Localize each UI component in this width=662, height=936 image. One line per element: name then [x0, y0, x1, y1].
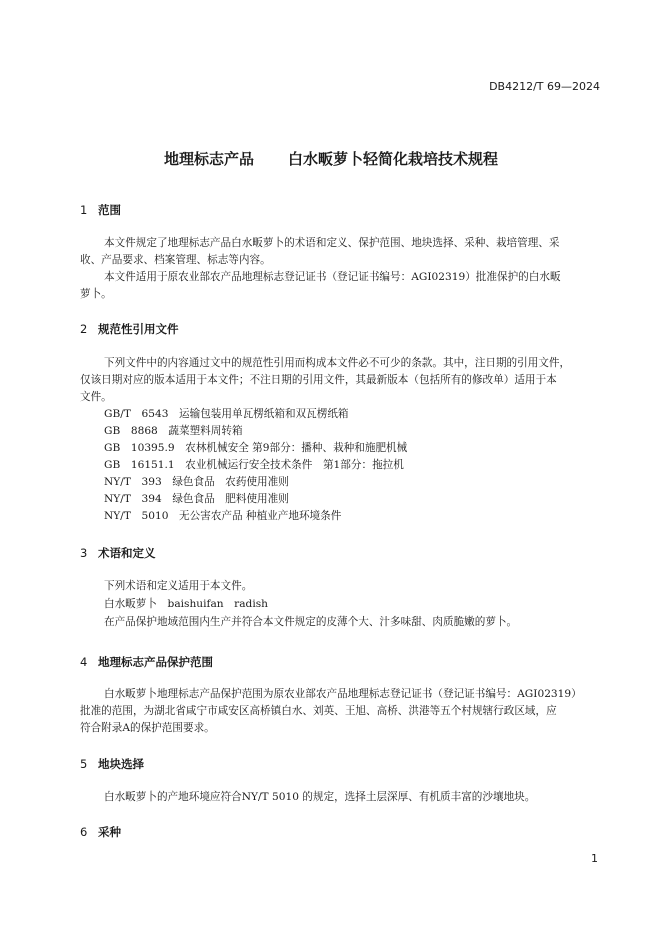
paragraph-line: 文件。: [80, 391, 112, 403]
paragraph-line: 下列文件中的内容通过文中的规范性引用而构成本文件必不可少的条款。其中，注日期的引用文件，: [104, 357, 571, 369]
reference-item: NY/T 5010 无公害农产品 种植业产地环境条件: [104, 510, 342, 522]
paragraph-line: 白水畈萝卜的产地环境应符合NY/T 5010 的规定，选择土层深厚、有机质丰富的沙壤地块。: [104, 791, 536, 803]
standard-code: DB4212/T 69—2024: [489, 80, 600, 93]
paragraph-line: 萝卜。: [80, 288, 112, 300]
reference-item: NY/T 394 绿色食品 肥料使用准则: [104, 493, 289, 505]
reference-item: GB/T 6543 运输包装用单瓦楞纸箱和双瓦楞纸箱: [104, 408, 349, 420]
term-definition: 在产品保护地域范围内生产并符合本文件规定的皮薄个大、汁多味甜、肉质脆嫩的萝卜。: [104, 616, 518, 628]
section-heading: 4 地理标志产品保护范围: [80, 655, 213, 669]
paragraph-line: 本文件适用于原农业部农产品地理标志登记证书（登记证书编号：AGI02319）批准保护的白水畈: [104, 271, 561, 283]
section-heading: 2 规范性引用文件: [80, 322, 179, 336]
paragraph-line: 收、产品要求、档案管理、标志等内容。: [80, 254, 271, 266]
reference-item: GB 10395.9 农林机械安全 第9部分：播种、栽种和施肥机械: [104, 442, 408, 454]
title-part1: 地理标志产品: [163, 150, 254, 168]
section-heading: 5 地块选择: [80, 757, 144, 771]
paragraph-line: 下列术语和定义适用于本文件。: [104, 580, 253, 592]
document-title: [0, 148, 662, 169]
page-number: 1: [591, 852, 598, 865]
term-entry: 白水畈萝卜 baishuifan radish: [104, 598, 268, 610]
section-heading: 3 术语和定义: [80, 546, 156, 560]
title-part2: 白水畈萝卜轻简化栽培技术规程: [288, 150, 499, 168]
reference-item: GB 8868 蔬菜塑料周转箱: [104, 425, 243, 437]
paragraph-line: 本文件规定了地理标志产品白水畈萝卜的术语和定义、保护范围、地块选择、采种、栽培管理、采: [104, 237, 560, 249]
reference-item: GB 16151.1 农业机械运行安全技术条件 第1部分：拖拉机: [104, 459, 404, 471]
paragraph-line: 符合附录A的保护范围要求。: [80, 722, 215, 734]
section-heading: 6 采种: [80, 825, 121, 839]
paragraph-line: 仅该日期对应的版本适用于本文件；不注日期的引用文件，其最新版本（包括所有的修改单）适用于本: [80, 374, 557, 386]
reference-item: NY/T 393 绿色食品 农药使用准则: [104, 476, 289, 488]
paragraph-line: 白水畈萝卜地理标志产品保护范围为原农业部农产品地理标志登记证书（登记证书编号：AGI02319）: [104, 688, 582, 700]
paragraph-line: 批准的范围，为湖北省咸宁市咸安区高桥镇白水、刘英、王旭、高桥、洪港等五个村规辖行政区域，应: [80, 705, 557, 717]
section-heading: 1 范围: [80, 203, 121, 217]
